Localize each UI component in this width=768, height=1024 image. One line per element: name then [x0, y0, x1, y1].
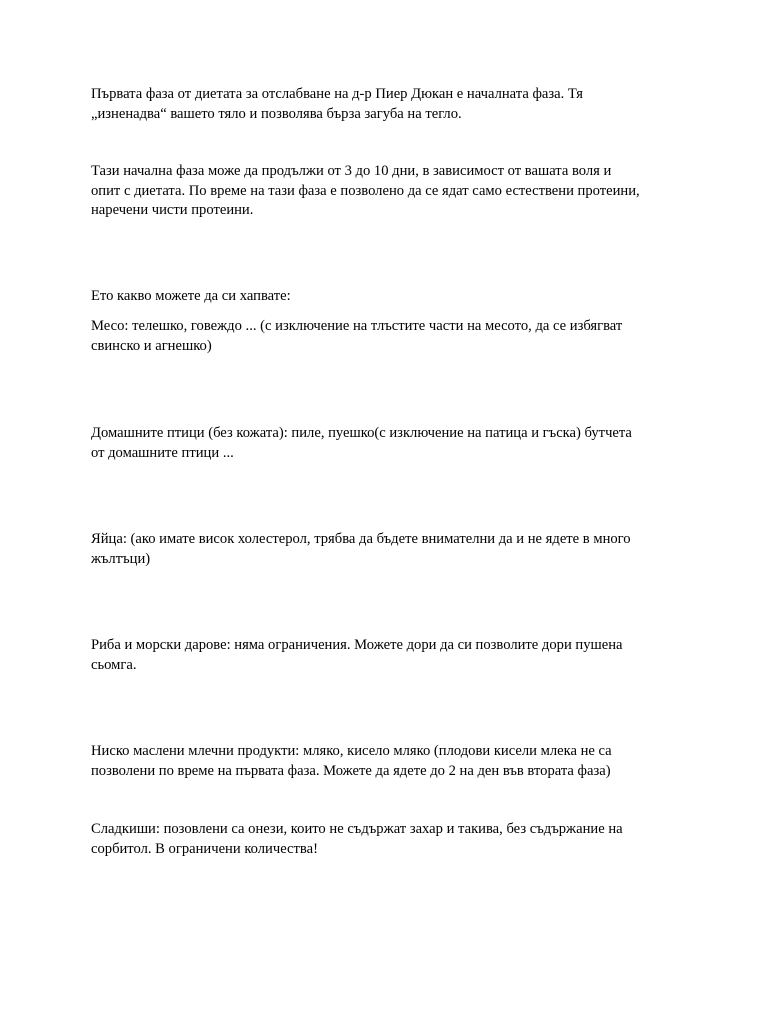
paragraph-duration: [91, 162, 691, 221]
text-line: от домашните птици ...: [91, 444, 234, 461]
text-line: сьомга.: [91, 656, 137, 673]
text-line: Домашните птици (без кожата): пиле, пуешко(с изключение на патица и гъска) бутчета: [91, 425, 632, 441]
text-line: наречени чисти протеини.: [91, 202, 254, 218]
text-line: Месо: телешко, говеждо ... (с изключение на тлъстите части на месото, да се избягват: [91, 318, 623, 334]
text-line: сорбитол. В ограничени количества!: [91, 840, 318, 857]
text-line: Тази начална фаза може да продължи от 3 до 10 дни, в зависимост от вашата воля и: [91, 163, 612, 179]
text-line: „изненадва“ вашето тяло и позволява бърза загуба на тегло.: [91, 105, 462, 122]
paragraph-eggs: [91, 530, 691, 569]
paragraph-fish: [91, 636, 691, 675]
paragraph-sweeteners: [91, 820, 691, 859]
text-line: Ниско маслени млечни продукти: мляко, кисело мляко (плодови кисели млека не са: [91, 743, 612, 759]
text-line: Яйца: (ако имате висок холестерол, трябва да бъдете внимателни да и не ядете в много: [91, 531, 631, 547]
text-line: Сладкиши: позовлени са онези, които не съдържат захар и такива, без съдържание на: [91, 821, 623, 837]
text-line: позволени по време на първата фаза. Можете да ядете до 2 на ден във втората фаза): [91, 762, 611, 779]
text-line: жълтъци): [91, 550, 151, 567]
text-line: свинско и агнешко): [91, 337, 212, 354]
paragraph-meat: [91, 317, 691, 356]
paragraph-poultry: [91, 424, 691, 463]
paragraph-intro: [91, 85, 691, 124]
text-line: Риба и морски дарове: няма ограничения. Можете дори да си позволите дори пушена: [91, 637, 623, 653]
text-line: Ето какво можете да си хапвате:: [91, 288, 291, 304]
text-line: опит с диетата. По време на тази фаза е позволено да се ядат само естествени протеини,: [91, 182, 640, 199]
paragraph-dairy: [91, 742, 691, 781]
text-line: Първата фаза от диетата за отслабване на д-р Пиер Дюкан е началната фаза. Тя: [91, 86, 583, 102]
paragraph-allowed-heading: [91, 287, 691, 307]
